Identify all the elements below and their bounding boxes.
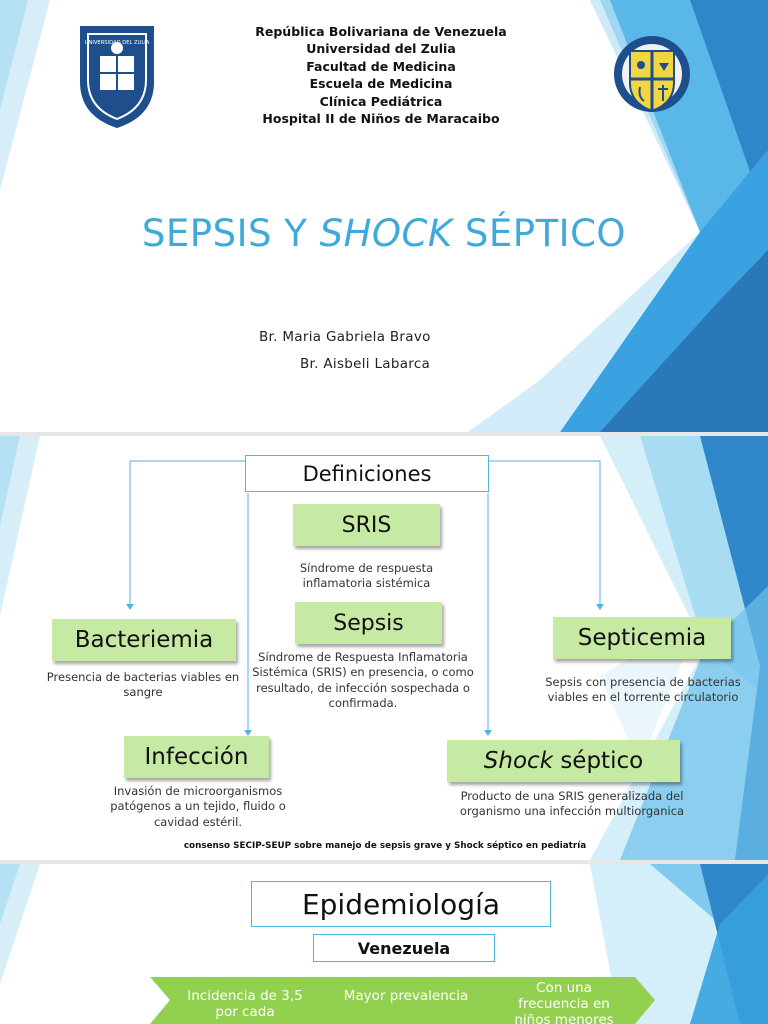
author-1: Br. Maria Gabriela Bravo: [259, 329, 431, 345]
left-logo-lettering: UNIVERSIDAD DEL ZULIA: [84, 40, 150, 46]
sris-box: SRIS: [293, 504, 440, 546]
title-part2: SÉPTICO: [452, 212, 627, 255]
title-slide: [0, 0, 768, 432]
title-part1: SEPSIS Y: [141, 212, 320, 255]
chevron-1-text: Incidencia de 3,5 por cada: [187, 988, 303, 1020]
faculty-right-logo: [612, 15, 692, 133]
author-2: Br. Aisbeli Labarca: [300, 356, 431, 372]
infeccion-description: Invasión de microorganismos patógenos a un tejido, fluido o cavidad estéril.: [110, 784, 286, 829]
bacteriemia-description: Presencia de bacterias viables en sangre: [46, 670, 240, 700]
institution-line: Universidad del Zulia: [306, 41, 456, 57]
sris-description: Síndrome de respuesta inflamatoria sistémica: [299, 561, 434, 591]
infeccion-box: Infección: [124, 736, 269, 778]
institution-line: República Bolivariana de Venezuela: [255, 24, 507, 39]
septicemia-description: Sepsis con presencia de bacterias viables en el torrente circulatorio: [545, 675, 741, 705]
chevron-2-text: Mayor prevalencia: [343, 988, 469, 1004]
shock-rest: séptico: [553, 748, 644, 774]
septicemia-box: Septicemia: [553, 617, 731, 659]
shock-description: Producto de una SRIS generalizada del organismo una infección multiorganica: [459, 789, 685, 819]
bacteriemia-box: Bacteriemia: [52, 619, 236, 661]
institution-line: Clínica Pediátrica: [319, 93, 443, 109]
source-citation: consenso SECIP-SEUP sobre manejo de sepsis grave y Shock séptico en pediatría: [183, 841, 587, 851]
institution-header: [200, 23, 562, 127]
institution-line: Escuela de Medicina: [309, 76, 453, 92]
venezuela-subtitle: Venezuela: [313, 934, 495, 962]
shock-septico-box: [447, 740, 680, 782]
institution-line: Hospital II de Niños de Maracaibo: [262, 111, 500, 127]
definitions-header: Definiciones: [245, 455, 489, 492]
epidemiology-title: Epidemiología: [251, 881, 551, 927]
sepsis-description: Síndrome de Respuesta Inflamatoria Sistémica (SRIS) en presencia, o como resultado, de infección sospechada o confirmada.: [252, 650, 474, 711]
university-left-logo: [74, 20, 160, 130]
institution-line: Facultad de Medicina: [306, 58, 456, 74]
epidemiology-slide: [0, 864, 768, 1024]
title-italic: SHOCK: [319, 212, 453, 255]
definitions-slide: [0, 436, 768, 860]
chevron-3-text: Con una frecuencia en niños menores: [514, 980, 614, 1024]
shock-italic: Shock: [483, 748, 554, 774]
presentation-title: [84, 212, 684, 255]
sepsis-box: Sepsis: [295, 602, 442, 644]
